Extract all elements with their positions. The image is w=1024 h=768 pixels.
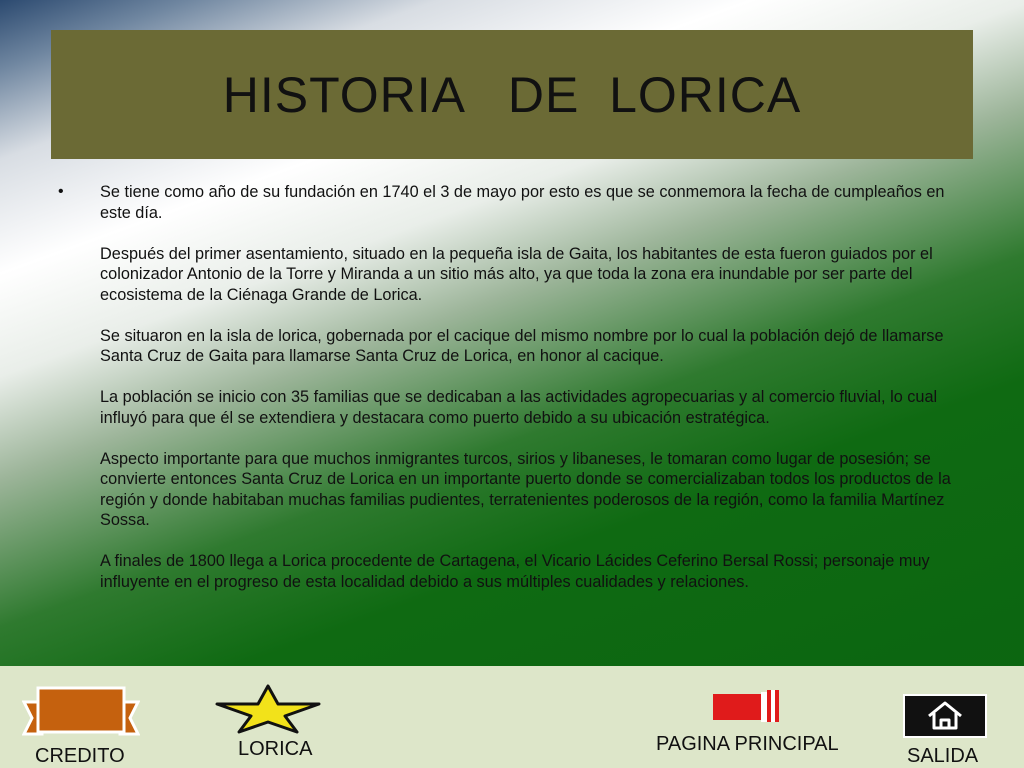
salida-label[interactable]: SALIDA (907, 745, 979, 767)
paragraph: Después del primer asentamiento, situado en la pequeña isla de Gaita, los habitantes de esta fueron guiados por el colonizador Antonio de la Torre y Miranda a un sitio más alto, ya que toda la zona era inundable por ser parte del ecosistema de la Ciénaga Grande de Lorica. (100, 244, 933, 304)
red-flag-icon[interactable] (710, 688, 780, 724)
bullet: • (58, 183, 64, 200)
ribbon-banner-icon[interactable] (22, 684, 140, 742)
title-banner (51, 30, 973, 159)
credito-label[interactable]: CREDITO (35, 745, 125, 767)
navigation-bar (0, 666, 1024, 768)
pagina-principal-label[interactable]: PAGINA PRINCIPAL (656, 733, 839, 755)
paragraph-list (100, 182, 973, 592)
page-title: HISTORIA DE LORICA (222, 66, 802, 123)
paragraph: A finales de 1800 llega a Lorica procedente de Cartagena, el Vicario Lácides Ceferino Bersal Rossi; personaje muy influyente en el progreso de esta localidad debido a sus múltiples cualidades y relaciones. (100, 552, 930, 591)
paragraph: La población se inicio con 35 familias que se dedicaban a las actividades agropecuarias y al comercio fluvial, lo cual influyó para que él se extendiera y destacara como puerto debido a su ubicación estratégica. (100, 388, 938, 427)
lorica-label[interactable]: LORICA (238, 738, 313, 760)
home-icon[interactable] (903, 694, 987, 738)
paragraph: Se tiene como año de su fundación en 1740 el 3 de mayo por esto es que se conmemora la fecha de cumpleaños en este día. (100, 183, 945, 222)
star-icon[interactable] (215, 684, 321, 734)
history-content (58, 182, 973, 613)
paragraph: Se situaron en la isla de lorica, gobernada por el cacique del mismo nombre por lo cual la población dejó de llamarse Santa Cruz de Gaita para llamarse Santa Cruz de Lorica, en honor al cacique. (100, 326, 944, 365)
paragraph: Aspecto importante para que muchos inmigrantes turcos, sirios y libaneses, le tomaran como lugar de posesión; se convierte entonces Santa Cruz de Lorica en un importante puerto donde se comercializaban todos los productos de la región y donde habitaban muchas familias pudientes, terratenientes poderosos de la región, como la familia Martínez Sossa. (100, 449, 951, 529)
